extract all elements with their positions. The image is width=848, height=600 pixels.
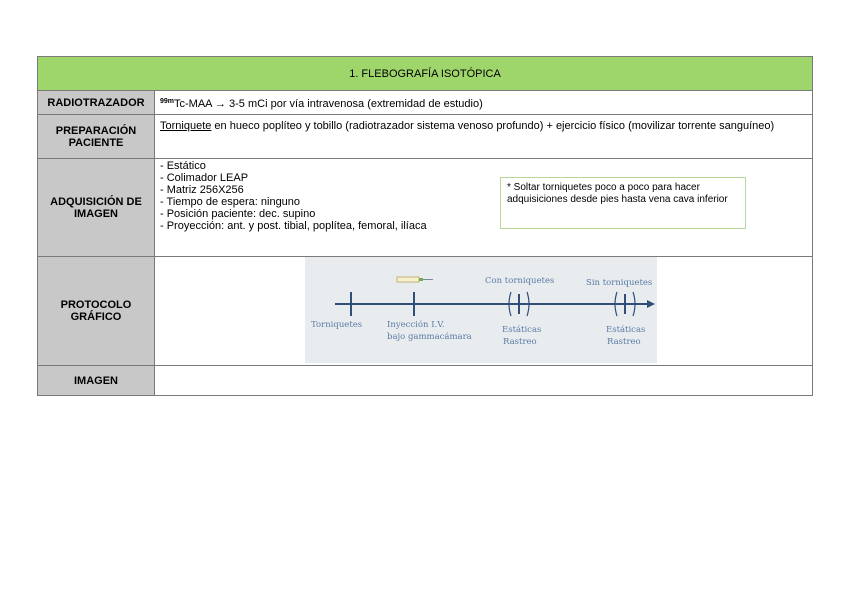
label-imagen: IMAGEN xyxy=(38,366,155,396)
acq-item: - Posición paciente: dec. supino xyxy=(160,208,316,220)
diagram-rastreo-1: Rastreo xyxy=(503,337,537,347)
diagram-estaticas-2: Estáticas xyxy=(606,325,646,335)
label-protocolo-line2: GRÁFICO xyxy=(70,311,122,323)
note-box: * Soltar torniquetes poco a poco para hacer adquisiciones desde pies hasta vena cava inferior xyxy=(500,177,746,229)
acq-item: - Tiempo de espera: ninguno xyxy=(160,196,301,208)
acq-item: - Matriz 256X256 xyxy=(160,184,244,196)
preparacion-text: en hueco poplíteo y tobillo (radiotrazador sistema venoso profundo) + ejercicio físico (movilizar torrente sanguíneo) xyxy=(211,120,775,132)
label-adquisicion xyxy=(38,159,155,257)
acq-item: - Colimador LEAP xyxy=(160,172,249,184)
syringe-icon xyxy=(397,277,433,282)
protocol-diagram xyxy=(305,257,657,363)
acq-item: - Estático xyxy=(160,160,206,172)
label-radiotrazador: RADIOTRAZADOR xyxy=(38,91,155,115)
value-adquisicion xyxy=(155,159,813,257)
label-adquisicion-line2: IMAGEN xyxy=(74,207,118,220)
label-preparacion xyxy=(38,115,155,159)
isotope-superscript: 99m xyxy=(160,97,175,105)
timeline-arrow-icon xyxy=(647,300,655,308)
diagram-sin-torniquetes: Sin torniquetes xyxy=(586,278,653,288)
protocol-table xyxy=(37,56,813,396)
label-preparacion-line2: PACIENTE xyxy=(68,136,124,149)
diagram-rastreo-2: Rastreo xyxy=(607,337,641,347)
table-title: 1. FLEBOGRAFÍA ISOTÓPICA xyxy=(38,57,813,91)
value-preparacion xyxy=(155,115,813,159)
diagram-torniquetes: Torniquetes xyxy=(311,320,363,330)
value-imagen xyxy=(155,366,813,396)
torniquete-underlined: Torniquete xyxy=(160,120,212,132)
value-protocolo xyxy=(155,257,813,366)
timeline-svg xyxy=(305,257,657,363)
value-radiotrazador xyxy=(155,91,813,115)
diagram-estaticas-1: Estáticas xyxy=(502,325,542,335)
diagram-con-torniquetes: Con torniquetes xyxy=(485,276,555,286)
diagram-inyeccion-1: Inyección I.V. xyxy=(387,320,445,330)
label-protocolo-line1: PROTOCOLO xyxy=(60,299,132,311)
acq-item: - Proyección: ant. y post. tibial, poplítea, femoral, ilíaca xyxy=(160,220,427,232)
radiotrazador-text: Tc-MAA → 3-5 mCi por vía intravenosa (extremidad de estudio) xyxy=(174,97,483,110)
label-preparacion-line1: PREPARACIÓN xyxy=(55,124,137,137)
diagram-inyeccion-2: bajo gammacámara xyxy=(387,332,472,342)
label-protocolo xyxy=(38,257,155,366)
label-adquisicion-line1: ADQUISICIÓN DE xyxy=(50,195,142,208)
